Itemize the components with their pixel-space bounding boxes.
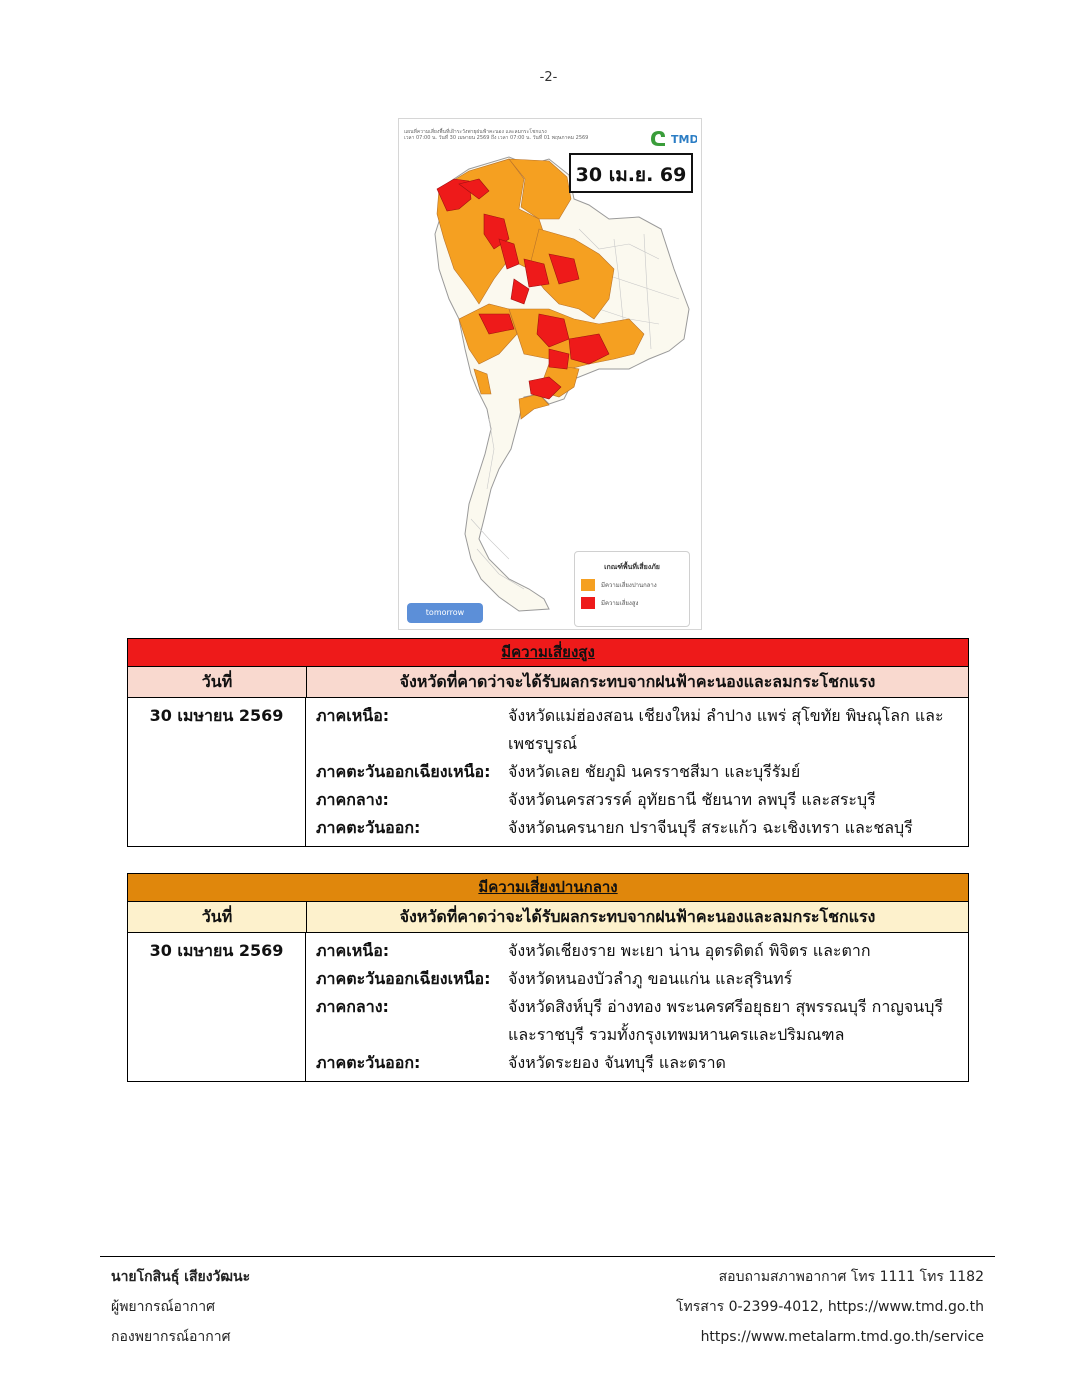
province-list: จังหวัดนครนายก ปราจีนบุรี สระแก้ว ฉะเชิงเทรา และชลบุรี bbox=[508, 818, 913, 837]
high-risk-header bbox=[128, 667, 968, 698]
region-label: ภาคเหนือ: bbox=[316, 941, 390, 960]
region-label: ภาคตะวันออก: bbox=[316, 818, 421, 837]
tmd-logo bbox=[647, 125, 697, 149]
medium-risk-date: 30 เมษายน 2569 bbox=[128, 933, 306, 1081]
footer-author bbox=[111, 1262, 250, 1352]
province-list: จังหวัดเชียงราย พะเยา น่าน อุตรดิตถ์ พิจิตร และตาก bbox=[508, 941, 871, 960]
legend-title: เกณฑ์พื้นที่เสี่ยงภัย bbox=[604, 563, 660, 571]
map-header-line2: เวลา 07:00 น. วันที่ 30 เมษายน 2569 ถึง เวลา 07:00 น. วันที่ 01 พฤษภาคม 2569 bbox=[404, 135, 589, 141]
province-list: จังหวัดหนองบัวลำภู ขอนแก่น และสุรินทร์ bbox=[508, 969, 793, 988]
region-label: ภาคเหนือ: bbox=[316, 706, 390, 725]
legend-swatch-high bbox=[581, 597, 595, 609]
forecaster-name: นายโกสินธุ์ เสียงวัฒนะ bbox=[111, 1269, 251, 1285]
map-date-label: 30 เม.ย. 69 bbox=[569, 153, 693, 193]
province-list: จังหวัดเลย ชัยภูมิ นครราชสีมา และบุรีรัมย์ bbox=[508, 762, 801, 781]
col-date-header: วันที่ bbox=[128, 667, 307, 697]
medium-risk-header bbox=[128, 902, 968, 933]
forecaster-position: ผู้พยากรณ์อากาศ bbox=[111, 1299, 215, 1315]
high-risk-title: มีความเสี่ยงสูง bbox=[128, 639, 968, 667]
footer-contact bbox=[676, 1262, 984, 1352]
contact-web-link[interactable]: https://www.metalarm.tmd.go.th/service bbox=[700, 1329, 984, 1345]
table-row bbox=[316, 937, 968, 965]
high-risk-date: 30 เมษายน 2569 bbox=[128, 698, 306, 846]
page-number: -2- bbox=[539, 70, 558, 85]
tomorrow-badge: tomorrow bbox=[407, 603, 483, 623]
forecaster-division: กองพยากรณ์อากาศ bbox=[111, 1329, 231, 1345]
footer-divider bbox=[100, 1256, 995, 1257]
region-label: ภาคตะวันออก: bbox=[316, 1053, 421, 1072]
province-list: จังหวัดสิงห์บุรี อ่างทอง พระนครศรีอยุธยา สุพรรณบุรี กาญจนบุรี และราชบุรี รวมทั้งกรุงเทพมหานครและปริมณฑล bbox=[508, 997, 943, 1044]
contact-fax-link[interactable]: โทรสาร 0-2399-4012, https://www.tmd.go.th bbox=[676, 1299, 984, 1315]
region-label: ภาคตะวันออกเฉียงเหนือ: bbox=[316, 762, 491, 781]
legend-swatch-medium bbox=[581, 579, 595, 591]
legend-item-high bbox=[581, 597, 689, 609]
province-list: จังหวัดนครสวรรค์ อุทัยธานี ชัยนาท ลพบุรี และสระบุรี bbox=[508, 790, 876, 809]
medium-risk-body bbox=[128, 933, 968, 1081]
table-row bbox=[316, 993, 968, 1049]
col-provinces-header: จังหวัดที่คาดว่าจะได้รับผลกระทบจากฝนฟ้าคะนองและลมกระโชกแรง bbox=[399, 907, 876, 926]
map-legend bbox=[574, 551, 690, 627]
region-label: ภาคกลาง: bbox=[316, 997, 389, 1016]
legend-item-medium bbox=[581, 579, 689, 591]
table-row bbox=[316, 786, 968, 814]
legend-label-medium: มีความเสี่ยงปานกลาง bbox=[601, 582, 657, 589]
table-row bbox=[316, 814, 968, 842]
risk-map-figure bbox=[398, 118, 702, 630]
tmd-logo-text: TMD bbox=[671, 133, 697, 146]
region-label: ภาคกลาง: bbox=[316, 790, 389, 809]
medium-risk-table bbox=[127, 873, 969, 1082]
legend-label-high: มีความเสี่ยงสูง bbox=[601, 600, 639, 607]
medium-risk-regions bbox=[306, 933, 968, 1081]
province-list: จังหวัดระยอง จันทบุรี และตราด bbox=[508, 1053, 726, 1072]
map-header bbox=[404, 129, 594, 141]
col-date-header: วันที่ bbox=[128, 902, 307, 932]
high-risk-body bbox=[128, 698, 968, 846]
high-risk-regions bbox=[306, 698, 968, 846]
medium-risk-title: มีความเสี่ยงปานกลาง bbox=[128, 874, 968, 902]
province-list: จังหวัดแม่ฮ่องสอน เชียงใหม่ ลำปาง แพร่ สุโขทัย พิษณุโลก และเพชรบูรณ์ bbox=[508, 706, 944, 753]
table-row bbox=[316, 758, 968, 786]
table-row bbox=[316, 702, 968, 758]
high-risk-table bbox=[127, 638, 969, 847]
map-header-line1: แผนที่ความเสี่ยงพื้นที่เฝ้าระวังพายุฝนฟ้าคะนอง และลมกระโชกแรง bbox=[404, 129, 547, 135]
region-label: ภาคตะวันออกเฉียงเหนือ: bbox=[316, 969, 491, 988]
contact-phone: สอบถามสภาพอากาศ โทร 1111 โทร 1182 bbox=[718, 1269, 984, 1285]
table-row bbox=[316, 1049, 968, 1077]
col-provinces-header: จังหวัดที่คาดว่าจะได้รับผลกระทบจากฝนฟ้าคะนองและลมกระโชกแรง bbox=[399, 672, 876, 691]
table-row bbox=[316, 965, 968, 993]
